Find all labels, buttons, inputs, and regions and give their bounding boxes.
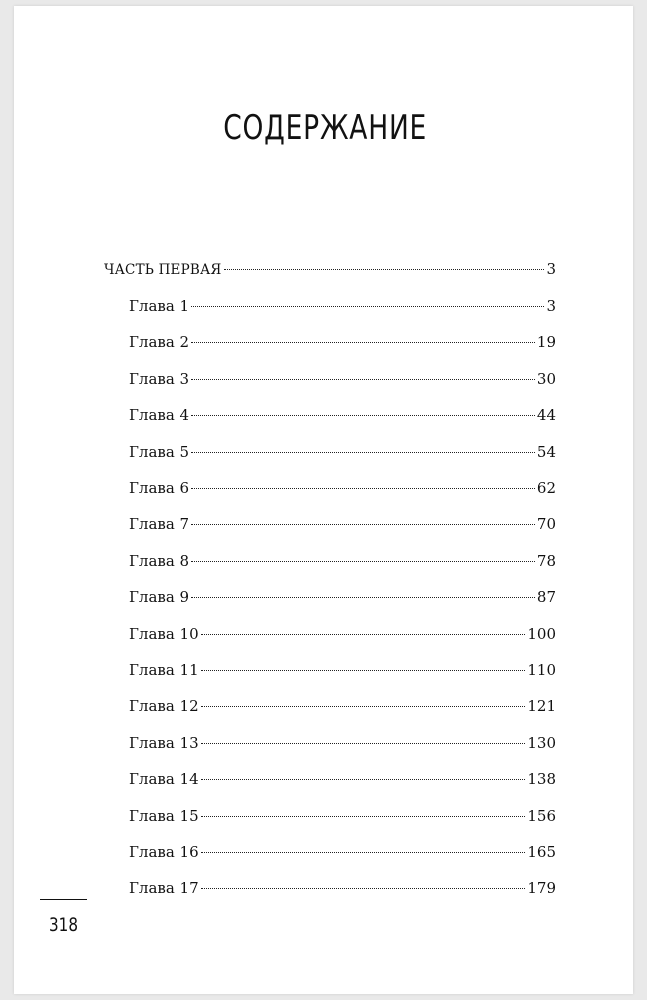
page-number: 318	[49, 914, 79, 936]
toc-page-number: 62	[536, 479, 556, 497]
toc-page-number: 78	[536, 551, 556, 570]
toc-chapter-label: Глава 8	[129, 551, 190, 570]
toc-chapter-label: Глава 10	[129, 624, 199, 643]
dot-leader	[201, 670, 526, 671]
dot-leader	[191, 452, 535, 453]
toc-chapter-entry[interactable]	[129, 479, 556, 501]
dot-leader	[201, 852, 526, 853]
dot-leader	[191, 488, 535, 489]
toc-page-number: 130	[527, 733, 556, 752]
toc-chapter-label: Глава 2	[129, 333, 190, 352]
dot-leader	[201, 816, 526, 817]
toc-page-number: 30	[536, 369, 556, 388]
toc-page-number: 110	[527, 661, 556, 679]
dot-leader	[191, 379, 535, 380]
toc-chapter-entry[interactable]	[129, 661, 556, 683]
toc-page-number: 3	[546, 297, 556, 315]
dot-leader	[201, 706, 526, 707]
dot-leader	[224, 269, 545, 270]
toc-chapter-label: Глава 1	[129, 297, 190, 315]
toc-chapter-entry[interactable]	[129, 333, 556, 355]
toc-chapter-entry[interactable]	[129, 625, 556, 647]
dot-leader	[201, 779, 526, 780]
dot-leader	[191, 415, 535, 416]
toc-chapter-label: Глава 11	[129, 661, 199, 679]
toc-part-entry[interactable]	[104, 260, 556, 282]
toc-page-number: 100	[527, 624, 556, 643]
toc-chapter-entry[interactable]	[129, 552, 556, 574]
dot-leader	[191, 597, 535, 598]
dot-leader	[191, 524, 535, 525]
toc-chapter-entry[interactable]	[129, 807, 556, 829]
toc-chapter-label: Глава 3	[129, 369, 190, 388]
toc-chapter-label: Глава 16	[129, 843, 199, 861]
toc-chapter-entry[interactable]	[129, 443, 556, 465]
toc-page-number: 87	[536, 588, 556, 607]
toc-chapter-entry[interactable]	[129, 770, 556, 792]
toc-chapter-label: Глава 9	[129, 588, 190, 607]
toc-chapter-entry[interactable]	[129, 734, 556, 756]
toc-chapter-label: Глава 5	[129, 442, 190, 461]
dot-leader	[201, 888, 526, 889]
toc-chapter-entry[interactable]	[129, 515, 556, 537]
toc-chapter-label: Глава 14	[129, 770, 199, 789]
toc-page-number: 165	[527, 843, 556, 861]
toc-chapter-entry[interactable]	[129, 879, 556, 901]
toc-page-number: 54	[536, 442, 556, 461]
toc-chapter-label: Глава 17	[129, 879, 199, 898]
toc-chapter-entry[interactable]	[129, 697, 556, 719]
dot-leader	[201, 634, 526, 635]
toc-chapter-entry[interactable]	[129, 406, 556, 428]
footer-rule	[40, 899, 87, 900]
toc-chapter-label: Глава 12	[129, 697, 199, 716]
page-title: СОДЕРЖАНИЕ	[223, 108, 428, 148]
toc-chapter-label: Глава 6	[129, 479, 190, 497]
toc-page-number: 156	[527, 806, 556, 825]
toc-page-number: 3	[546, 260, 556, 278]
toc-chapter-entry[interactable]	[129, 843, 556, 865]
toc-page-number: 179	[527, 879, 556, 898]
toc-page-number: 70	[536, 515, 556, 534]
toc-chapter-label: Глава 7	[129, 515, 190, 534]
toc-chapter-label: Глава 13	[129, 733, 199, 752]
dot-leader	[191, 342, 535, 343]
toc-chapter-label: Глава 4	[129, 406, 190, 425]
toc-chapter-label: Глава 15	[129, 806, 199, 825]
toc-chapter-entry[interactable]	[129, 370, 556, 392]
toc-part-label: ЧАСТЬ ПЕРВАЯ	[104, 262, 222, 278]
dot-leader	[201, 743, 526, 744]
dot-leader	[191, 561, 535, 562]
toc-page-number: 121	[527, 697, 556, 716]
toc-page-number: 138	[527, 770, 556, 789]
toc-page-number: 19	[536, 333, 556, 352]
toc-chapter-entry[interactable]	[129, 297, 556, 319]
toc-chapter-entry[interactable]	[129, 588, 556, 610]
toc-page-number: 44	[536, 406, 556, 425]
dot-leader	[191, 306, 544, 307]
